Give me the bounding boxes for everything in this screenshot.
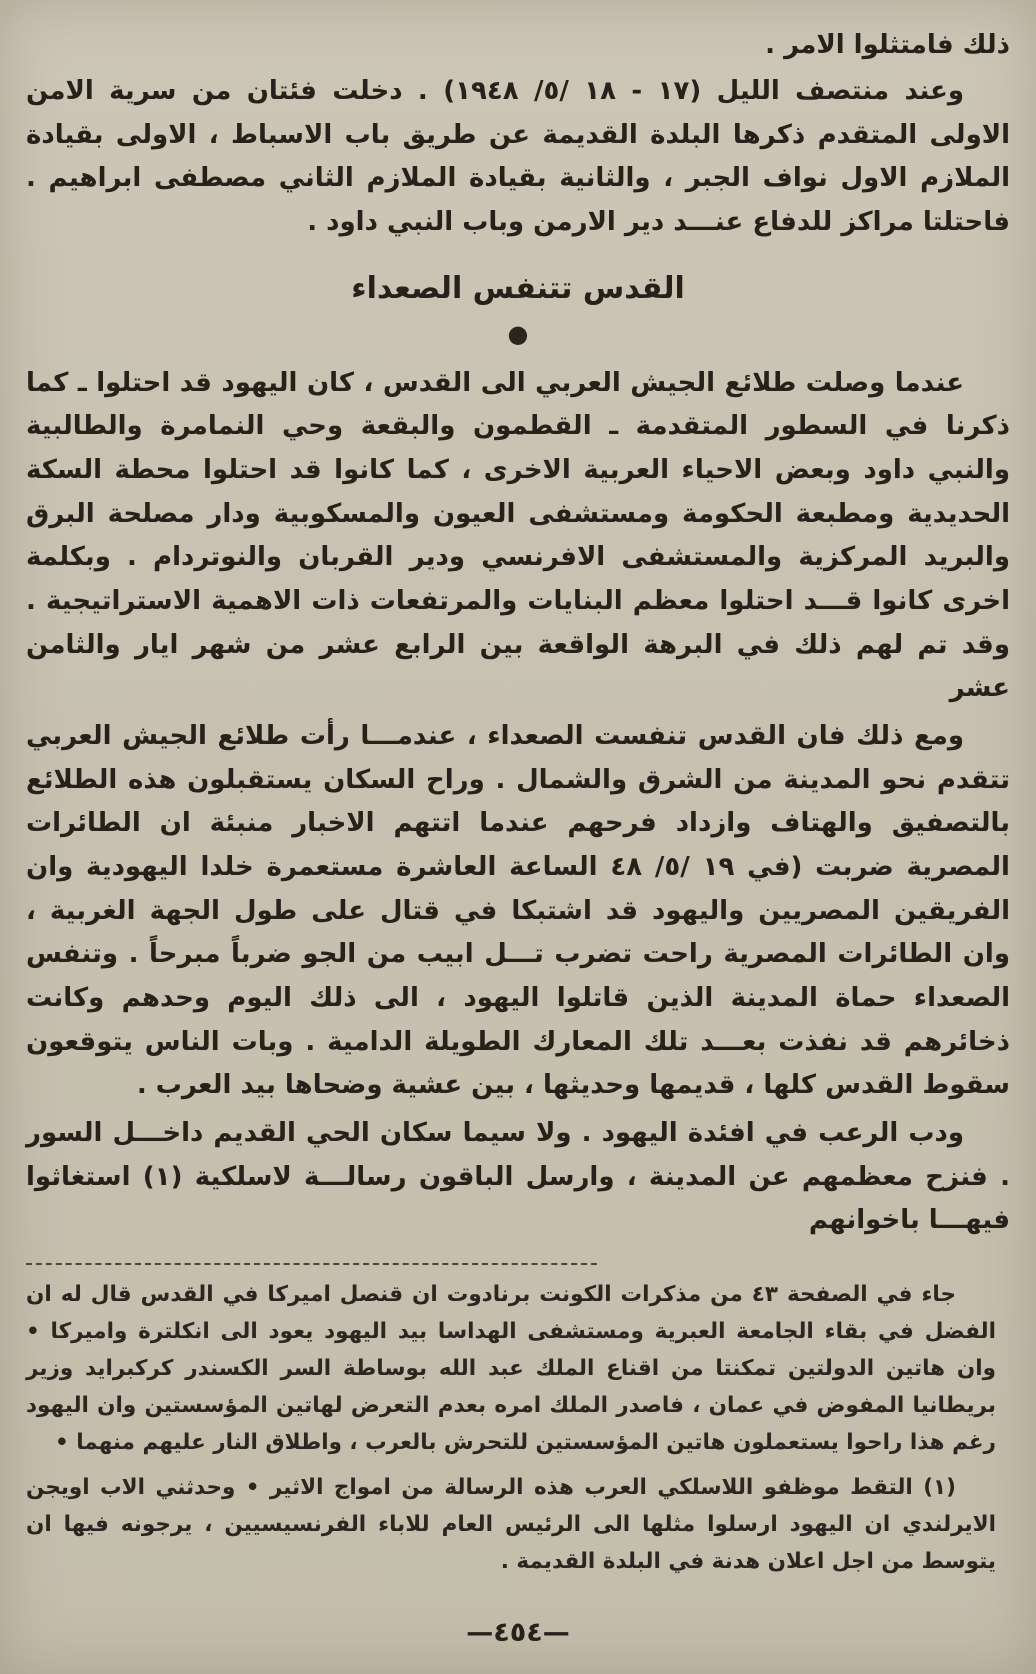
paragraph-3: ودب الرعب في افئدة اليهود . ولا سيما سكان الحي القديم داخـــل السور . فنزح معظمهم عن المدينة ، وارسل الباقون رسالـــة لاسلكية (١) استغاثوا فيهـــا باخوانهم [26, 1118, 1010, 1236]
page-number: —٤٥٤— [466, 1617, 570, 1648]
footnote-margin-note: جاء في الصفحة ٤٣ من مذكرات الكونت برنادوت ان قنصل اميركا في القدس قال له ان الفضل في بقاء الجامعة العبرية ومستشفى الهداسا بيد اليهود يعود الى انكلترة واميركا • وان هاتين الدولتين تمكنتا من اقناع الملك عبد الله بوساطة السر الكسندر كركبرايد وزير بريطانيا المفوض في عمان ، فاصدر الملك امره بعدم التعرض لهاتين المؤسستين وان اليهود رغم هذا راحوا يستعملون هاتين المؤسستين للتحرش بالعرب ، واطلاق النار عليهم منهما • [26, 1282, 996, 1455]
bullet-separator-icon: ● [507, 319, 529, 348]
paragraph-2: ومع ذلك فان القدس تنفست الصعداء ، عندمـــا رأت طلائع الجيش العربي تتقدم نحو المدينة من الشرق والشمال . وراح السكان يستقبلون هذه الطلائع بالتصفيق والهتاف وازداد فرحهم عندما اتتهم الاخبار منبئة ان الطائرات المصرية ضربت (في ١٩ /٥/ ٤٨ الساعة العاشرة مستعمرة خلدا اليهودية وان الفريقين المصريين واليهود قد اشتبكا في قتال على طول الجهة الغربية ، وان الطائرات المصرية راحت تضرب تـــل ابيب من الجو ضرباً مبرحاً . وتنفس الصعداء حماة المدينة الذين قاتلوا اليهود ، الى ذلك اليوم وحدهم وكانت ذخائرهم قد نفذت بعـــد تلك المعارك الطويلة الدامية . وبات الناس يتوقعون سقوط القدس كلها ، قديمها وحديثها ، بين عشية وضحاها بيد العرب . [26, 721, 1010, 1101]
paragraph-intro: وعند منتصف الليل (١٧ - ١٨ /٥/ ١٩٤٨) . دخلت فئتان من سرية الامن الاولى المتقدم ذكرها البلدة القديمة عن طريق باب الاسباط ، الاولى بقيادة الملازم الاول نواف الجبر ، والثانية بقيادة الملازم الثاني مصطفى ابراهيم . فاحتلتا مراكز للدفاع عنـــد دير الارمن وباب النبي داود . [26, 76, 1010, 238]
footnote-divider [26, 1263, 597, 1265]
opening-line: ذلك فامتثلوا الامر . [765, 30, 1010, 60]
footnote-1: (١) التقط موظفو اللاسلكي العرب هذه الرسالة من امواج الاثير • وحدثني الاب اويجن الايرلندي ان اليهود ارسلوا مثلها الى الرئيس العام للاباء الفرنسيسيين ، يرجونه فيها ان يتوسط من اجل اعلان هدنة في البلدة القديمة . [26, 1474, 996, 1574]
paragraph-1: عندما وصلت طلائع الجيش العربي الى القدس ، كان اليهود قد احتلوا ـ كما ذكرنا في السطور المتقدمة ـ القطمون والبقعة وحي النمامرة والطالبية والنبي داود وبعض الاحياء العربية الاخرى ، كما كانوا قد احتلوا محطة السكة الحديدية ومطبعة الحكومة ومستشفى العيون والمسكوبية ودار مصلحة البرق والبريد المركزية والمستشفى الافرنسي ودير القربان والنوتردام . وبكلمة اخرى كانوا قـــد احتلوا معظم البنايات والمرتفعات ذات الاهمية الاستراتيجية . وقد تم لهم ذلك في البرهة الواقعة بين الرابع عشر من شهر ايار والثامن عشر [26, 367, 1010, 704]
section-heading: القدس تتنفس الصعداء [351, 270, 685, 306]
